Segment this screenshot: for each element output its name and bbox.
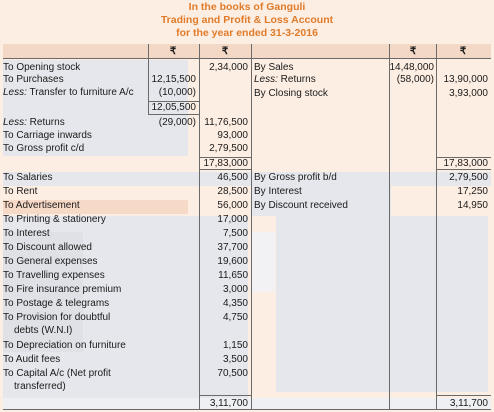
- debit-row-amount: 2,34,000: [209, 62, 248, 73]
- debit-row-amount: 70,500: [217, 368, 248, 379]
- ledger-owner-title: In the books of Ganguli: [188, 1, 306, 13]
- debit-row-label: To Travelling expenses: [3, 270, 105, 281]
- debit-row-label: To Depreciation on furniture: [3, 340, 126, 351]
- debit-row-label: To Discount allowed: [3, 242, 92, 253]
- debit-row-amount: 3,500: [222, 354, 248, 365]
- debit-row-amount: 28,500: [217, 186, 248, 197]
- debit-row-label: To Interest: [3, 228, 50, 239]
- debit-row-inner-amount: (29,000): [158, 117, 196, 128]
- currency-symbol: ₹: [169, 46, 177, 57]
- debit-row-label: To Advertisement: [3, 200, 80, 211]
- credit-row-inner-amount: (58,000): [396, 74, 434, 85]
- credit-row-label: By Gross profit b/d: [254, 172, 337, 183]
- credit-row-amount: 17,83,000: [443, 158, 488, 169]
- debit-row-label: To Purchases: [3, 74, 64, 85]
- debit-row-label: To Capital A/c (Net profit: [3, 368, 111, 379]
- credit-row-label: By Closing stock: [254, 88, 328, 99]
- debit-row-amount: 56,000: [217, 200, 248, 211]
- credit-row-amount: 3,11,700: [449, 398, 488, 409]
- debit-row-label: Less: Transfer to furniture A/c: [3, 87, 134, 98]
- debit-row-amount: 93,000: [217, 130, 248, 141]
- debit-row-amount: 2,79,500: [209, 143, 248, 154]
- debit-row-label: To Audit fees: [3, 354, 61, 365]
- debit-row-amount: 17,000: [217, 214, 248, 225]
- debit-row-amount: 7,500: [222, 228, 248, 239]
- debit-row-label: To Fire insurance premium: [3, 284, 122, 295]
- credit-row-amount: 14,950: [457, 200, 488, 211]
- debit-row-label: To Provision for doubtful: [3, 312, 111, 323]
- debit-row-label: To Carriage inwards: [3, 130, 92, 141]
- credit-row-amount: 2,79,500: [449, 172, 488, 183]
- credit-row-label: By Sales: [254, 62, 294, 73]
- debit-row-label: To Rent: [3, 186, 38, 197]
- debit-row-label: To Postage & telegrams: [3, 298, 110, 309]
- currency-symbol: ₹: [459, 46, 467, 57]
- debit-row-label: To General expenses: [3, 256, 98, 267]
- debit-row-label: To Gross profit c/d: [3, 143, 85, 154]
- debit-row-amount: 46,500: [217, 172, 248, 183]
- debit-row-amount: 37,700: [217, 242, 248, 253]
- debit-row-label: transferred): [14, 381, 66, 392]
- debit-row-label: To Printing & stationery: [3, 214, 106, 225]
- debit-row-label: To Opening stock: [3, 62, 81, 73]
- debit-row-amount: 17,83,000: [203, 158, 248, 169]
- credit-row-amount: 17,250: [457, 186, 488, 197]
- credit-row-label: Less: Returns: [254, 74, 316, 85]
- credit-row-inner-amount: 14,48,000: [389, 62, 434, 73]
- period-title: for the year ended 31-3-2016: [176, 27, 318, 39]
- debit-row-label: debts (W.N.I): [14, 325, 73, 336]
- credit-row-amount: 13,90,000: [443, 74, 488, 85]
- debit-row-inner-amount: 12,15,500: [151, 74, 196, 85]
- debit-row-amount: 19,600: [217, 256, 248, 267]
- debit-row-label: Less: Returns: [3, 117, 65, 128]
- credit-row-label: By Interest: [254, 186, 302, 197]
- debit-row-inner-amount: (10,000): [158, 87, 196, 98]
- debit-row-amount: 3,11,700: [209, 398, 248, 409]
- currency-symbol: ₹: [409, 46, 417, 57]
- debit-row-amount: 1,150: [222, 340, 248, 351]
- account-title: Trading and Profit & Loss Account: [160, 14, 334, 26]
- debit-row-label: To Salaries: [3, 172, 53, 183]
- credit-row-amount: 3,93,000: [449, 88, 488, 99]
- debit-row-amount: 4,750: [222, 312, 248, 323]
- debit-row-amount: 4,350: [222, 298, 248, 309]
- credit-row-label: By Discount received: [254, 200, 348, 211]
- debit-row-amount: 11,650: [218, 270, 248, 281]
- debit-row-inner-amount: 12,05,500: [151, 102, 196, 113]
- currency-symbol: ₹: [221, 46, 229, 57]
- debit-row-amount: 3,000: [222, 284, 248, 295]
- debit-row-amount: 11,76,500: [204, 117, 248, 128]
